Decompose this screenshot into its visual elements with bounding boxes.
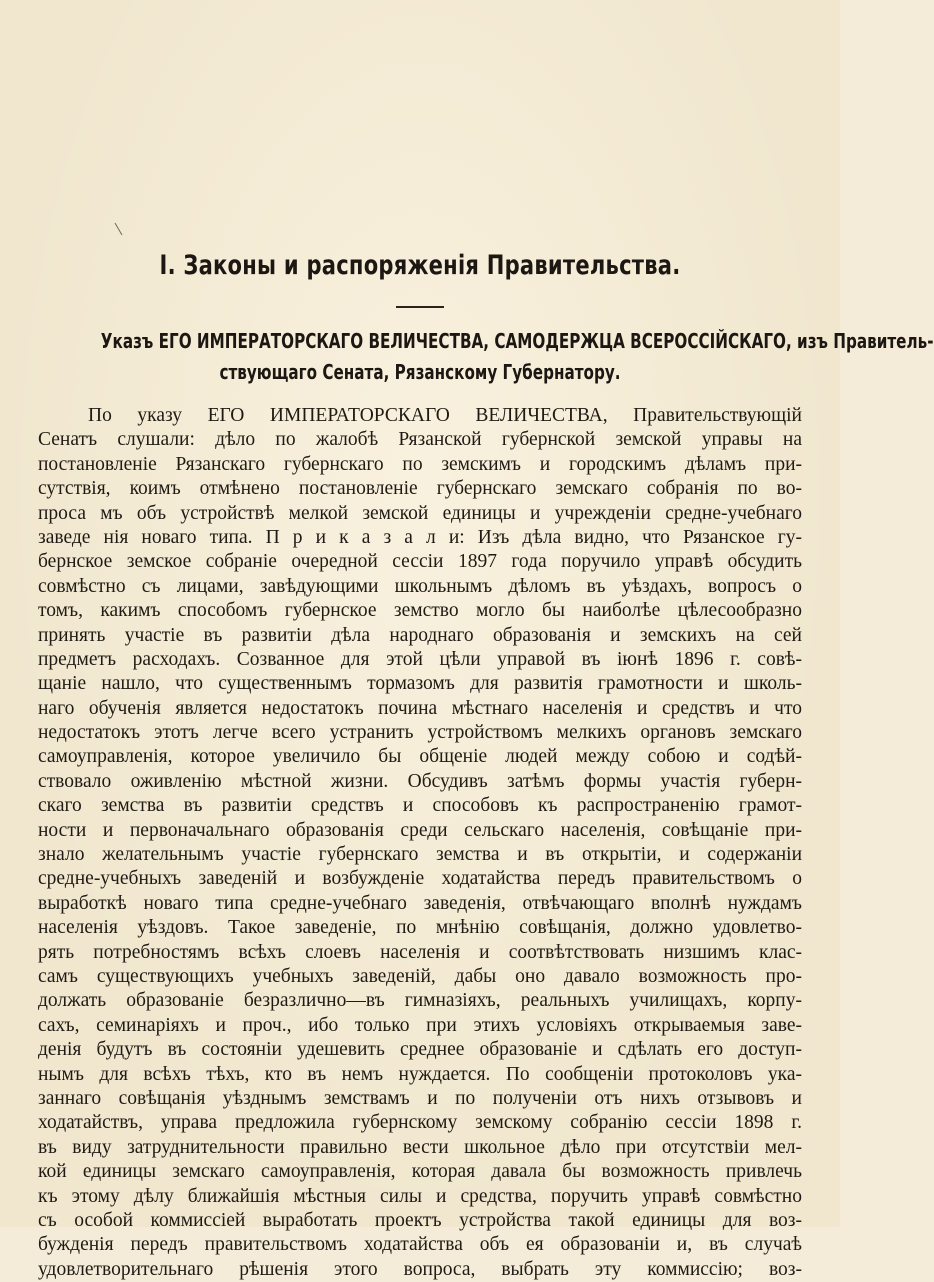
body-line: самъ существующихъ учебныхъ заведеній, дабы оно давало возможность про- [38,965,802,987]
body-line: По указу ЕГО ИМПЕРАТОРСКАГО ВЕЛИЧЕСТВА, Правительствующій [88,405,802,426]
body-line: проса мъ объ устройствѣ мелкой земской единицы и учрежденіи средне-учебнаго [38,502,802,524]
body-line: принять участіе въ развитіи дѣла народнаго образованія и земскихъ на сей [38,624,802,646]
decree-title-line: Указъ ЕГО ИМПЕРАТОРСКАГО ВЕЛИЧЕСТВА, САМОДЕРЖЦА ВСЕРОССІЙСКАГО, изъ Правитель- [100,329,934,353]
body-line: заннаго совѣщанія уѣзднымъ земствамъ и по полученіи отъ нихъ отзывовъ и [38,1087,802,1109]
body-line: бужденія передъ правительствомъ ходатайства объ ея образованіи и, въ случаѣ [38,1234,802,1256]
title-divider [396,306,444,308]
body-line: знало желательнымъ участіе губернскаго земства и въ открытіи, и содержаніи [38,844,802,866]
body-line: самоуправленія, которое увеличило бы общеніе людей между собою и содѣй- [38,746,802,768]
body-line: въ виду затруднительности правильно вести школьное дѣло при отсутствіи мел- [38,1136,802,1158]
decree-body [38,404,802,1282]
body-line: томъ, какимъ способомъ губернское земство могло бы наиболѣе цѣлесообразно [38,600,802,622]
ink-mark [115,223,123,236]
body-line: денія будутъ въ состояніи удешевить среднее образованіе и сдѣлать его доступ- [38,1039,802,1061]
body-line: ствовало оживленію мѣстной жизни. Обсудивъ затѣмъ формы участія губерн- [38,770,802,792]
body-line: сутствія, коимъ отмѣнено постановленіе губернскаго земскаго собранія по во- [38,478,802,500]
body-line: наго обученія является недостатокъ почина мѣстнаго населенія и средствъ и что [38,697,802,719]
body-line: Сенатъ слушали: дѣло по жалобѣ Рязанской губернской земской управы на [38,429,802,451]
body-line: ности и первоначальнаго образованія среди сельскаго населенія, совѣщаніе при- [38,819,802,841]
body-line: скаго земства въ развитіи средствъ и способовъ къ распространенію грамот- [38,795,802,817]
body-line: средне-учебныхъ заведеній и возбужденіе ходатайства передъ правительствомъ о [38,868,802,890]
body-line: рять потребностямъ всѣхъ слоевъ населенія и соотвѣтствовать низшимъ клас- [38,941,802,963]
body-line: бернское земское собраніе очередной сессіи 1897 года поручило управѣ обсудить [38,551,802,573]
body-line: кой единицы земскаго самоуправленія, которая давала бы возможность привлечь [38,1161,802,1183]
body-line: къ этому дѣлу ближайшія мѣстныя силы и средства, поручить управѣ совмѣстно [38,1185,802,1207]
body-line: нымъ для всѣхъ тѣхъ, кто въ немъ нуждается. По сообщеніи протоколовъ ука- [38,1063,802,1085]
body-line: недостатокъ этотъ легче всего устранить устройствомъ мелкихъ органовъ земскаго [38,722,802,744]
decree-title-line: ствующаго Сената, Рязанскому Губернатору. [219,360,621,384]
body-line: съ особой коммиссіей выработать проектъ устройства такой единицы для воз- [38,1209,802,1231]
body-line: щаніе нашло, что существеннымъ тормазомъ для развитія грамотности и школь- [38,673,802,695]
body-line: ходатайствъ, управа предложила губернскому земскому собранію сессіи 1898 г. [38,1112,802,1134]
body-line: предметъ расходахъ. Созванное для этой цѣли управой въ іюнѣ 1896 г. совѣ- [38,648,802,670]
body-line: населенія уѣздовъ. Такое заведеніе, по мнѣнію совѣщанія, должно удовлетво- [38,917,802,939]
body-line: выработкѣ новаго типа средне-учебнаго заведенія, отвѣчающаго вполнѣ нуждамъ [38,892,802,914]
body-line: заведе нія новаго типа. П р и к а з а л и: Изъ дѣла видно, что Рязанское гу- [38,526,802,548]
body-line: сахъ, семинаріяхъ и проч., ибо только при этихъ условіяхъ открываемыя заве- [38,1014,802,1036]
body-line: удовлетворительнаго рѣшенія этого вопроса, выбрать эту коммиссію; воз- [38,1258,802,1280]
section-title: I. Законы и распоряженія Правительства. [159,250,681,281]
body-line: должать образованіе безразлично—въ гимназіяхъ, реальныхъ училищахъ, корпу- [38,990,802,1012]
body-line: совмѣстно съ лицами, завѣдующими школьнымъ дѣломъ въ уѣздахъ, вопросъ о [38,575,802,597]
decree-title [0,326,934,388]
body-line: постановленіе Рязанскаго губернскаго по земскимъ и городскимъ дѣламъ при- [38,453,802,475]
